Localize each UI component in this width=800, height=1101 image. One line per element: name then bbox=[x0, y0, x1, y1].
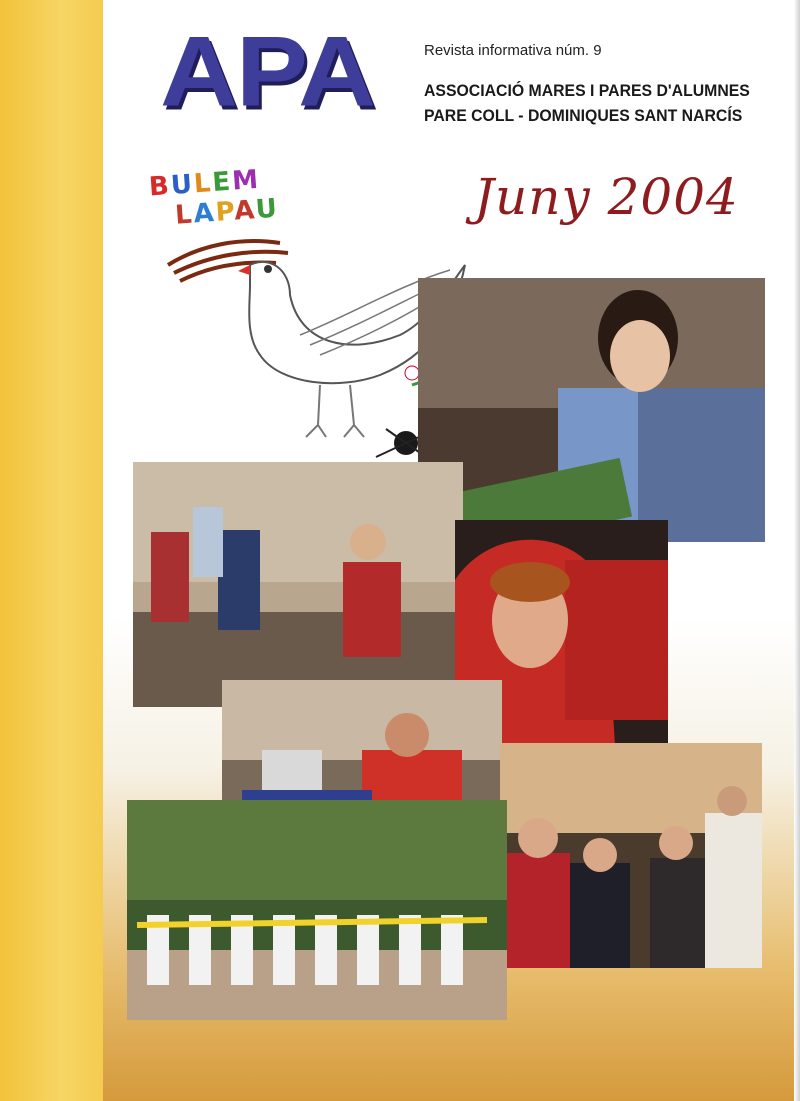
photo-girls-group bbox=[500, 743, 762, 968]
drawing-letter: M bbox=[231, 164, 262, 197]
association-line-1: ASSOCIACIÓ MARES I PARES D'ALUMNES bbox=[424, 81, 750, 100]
drawing-letter: A bbox=[192, 197, 217, 230]
drawing-letter: U bbox=[169, 169, 195, 201]
dove-eye bbox=[264, 265, 272, 273]
association-line-2: PARE COLL - DOMINIQUES SANT NARCÍS bbox=[424, 106, 743, 125]
dove-beak bbox=[238, 265, 250, 275]
photo-girl-painting bbox=[418, 278, 765, 542]
association-name bbox=[424, 78, 750, 128]
drawing-letter: L bbox=[174, 199, 195, 231]
page-edge bbox=[794, 0, 800, 1101]
apa-logo: APA bbox=[160, 15, 375, 127]
drawing-letter: U bbox=[254, 193, 280, 226]
drawing-letter: E bbox=[211, 166, 234, 199]
drawing-letter: A bbox=[233, 195, 257, 227]
issue-number: Revista informativa núm. 9 bbox=[424, 42, 602, 59]
photo-children-walking bbox=[133, 462, 463, 707]
drawing-letter: B bbox=[148, 171, 172, 203]
issue-date: Juny 2004 bbox=[474, 168, 739, 226]
photo-skating-show bbox=[127, 800, 507, 1020]
drawing-letter: P bbox=[214, 196, 236, 228]
dove-legs bbox=[306, 385, 364, 437]
drawing-letter: L bbox=[192, 168, 214, 200]
child-drawing-words bbox=[148, 164, 280, 233]
yellow-spine bbox=[0, 0, 103, 1101]
